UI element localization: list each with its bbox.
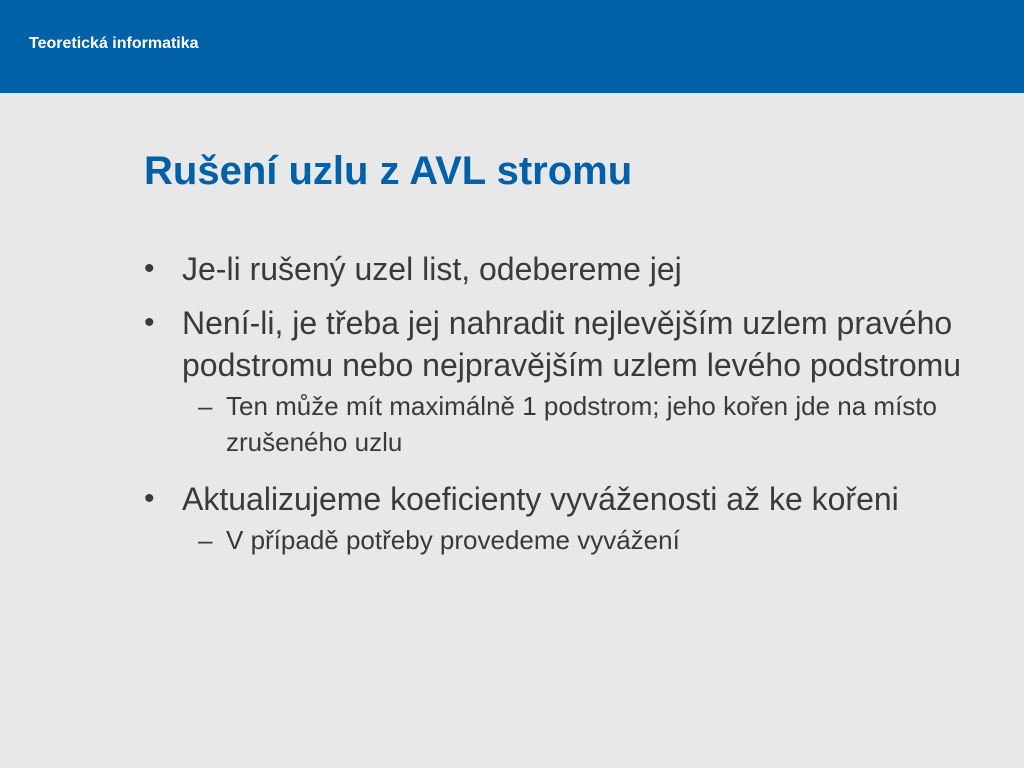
- sub-bullet-list: [182, 522, 974, 558]
- bullet-text: Není-li, je třeba jej nahradit nejlevějším uzlem pravého podstromu nebo nejpravějším uzlem levého podstromu: [182, 305, 962, 383]
- bullet-item: [144, 302, 974, 460]
- sub-bullet-text: V případě potřeby provedeme vyvážení: [226, 525, 680, 555]
- bullet-list: [144, 248, 974, 568]
- sub-bullet-item: [182, 522, 974, 558]
- bullet-item: [144, 248, 974, 290]
- slide-title: Rušení uzlu z AVL stromu: [144, 149, 633, 193]
- course-name: Teoretická informatika: [29, 35, 199, 52]
- sub-bullet-text: Ten může mít maximálně 1 podstrom; jeho kořen jde na místo zrušeného uzlu: [226, 391, 937, 457]
- bullet-item: [144, 478, 974, 558]
- sub-bullet-list: [182, 388, 974, 460]
- bullet-marker: •: [144, 306, 155, 339]
- bullet-marker: •: [144, 252, 155, 285]
- bullet-text: Je-li rušený uzel list, odebereme jej: [182, 251, 682, 287]
- sub-bullet-item: [182, 388, 974, 460]
- sub-bullet-marker: –: [198, 525, 213, 555]
- sub-bullet-marker: –: [198, 391, 213, 421]
- bullet-text: Aktualizujeme koeficienty vyváženosti až ke kořeni: [182, 481, 899, 517]
- bullet-marker: •: [144, 482, 155, 515]
- header-bar: [0, 0, 1024, 93]
